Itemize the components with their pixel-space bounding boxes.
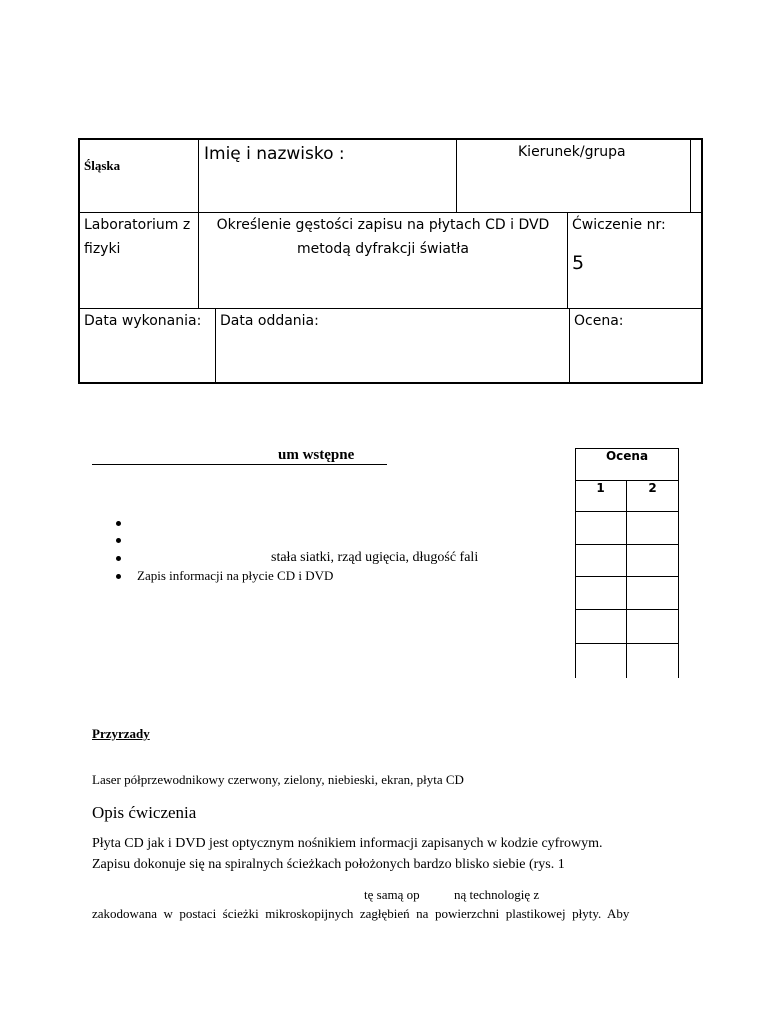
bullet-marker: [116, 521, 121, 526]
grade-col-2: 2: [648, 481, 657, 495]
form-col-divider: [215, 308, 216, 382]
form-col-divider: [198, 212, 199, 308]
bullet-marker: [116, 538, 121, 543]
grade-title: Ocena: [605, 449, 649, 463]
form-col-divider: [569, 308, 570, 382]
grade-label: Ocena:: [574, 313, 624, 329]
grade-border: [575, 544, 679, 545]
lab-label-line1: Laboratorium z: [84, 217, 191, 233]
bullet-marker: [116, 574, 121, 579]
grade-border: [626, 480, 627, 678]
intro-heading: um wstępne: [278, 447, 355, 463]
bullet-item: Zapis informacji na płycie CD i DVD: [137, 568, 334, 583]
exercise-label: Ćwiczenie nr:: [572, 217, 666, 233]
group-label: Kierunek/grupa: [518, 144, 626, 160]
bullet-marker: [116, 556, 121, 561]
grade-border: [575, 609, 679, 610]
description-fragment: ną technologię z: [454, 887, 540, 902]
bullet-item: stała siatki, rząd ugięcia, długość fali: [271, 550, 479, 565]
equipment-text: Laser półprzewodnikowy czerwony, zielony, niebieski, ekran, płyta CD: [92, 772, 464, 787]
description-line: Zapisu dokonuje się na spiralnych ścieżkach położonych bardzo blisko siebie (rys. 1: [92, 857, 565, 872]
equipment-heading: Przyrzady: [92, 726, 150, 741]
description-line: zakodowana w postaci ścieżki mikroskopijnych zagłębień na powierzchni plastikowej płyty. Aby: [92, 906, 630, 921]
grade-border: [575, 511, 679, 512]
intro-heading-underline: [92, 464, 387, 465]
date-submitted-label: Data oddania:: [220, 313, 319, 329]
grade-table: [575, 448, 679, 678]
description-fragment: tę samą op: [364, 887, 420, 902]
grade-border: [575, 576, 679, 577]
form-col-divider: [198, 140, 199, 212]
name-label: Imię i nazwisko :: [204, 144, 345, 164]
description-heading: Opis ćwiczenia: [92, 803, 197, 822]
university-name: Śląska: [84, 158, 121, 173]
date-done-label: Data wykonania:: [84, 313, 202, 329]
form-col-divider: [456, 140, 457, 212]
grade-col-1: 1: [596, 481, 605, 495]
topic-line1: Określenie gęstości zapisu na płytach CD i DVD: [216, 217, 550, 233]
form-col-divider: [567, 212, 568, 308]
grade-border: [575, 643, 679, 644]
form-col-divider: [690, 140, 691, 212]
exercise-number: 5: [572, 252, 585, 274]
topic-line2: metodą dyfrakcji światła: [297, 241, 469, 257]
lab-label-line2: fizyki: [84, 241, 121, 257]
description-line: Płyta CD jak i DVD jest optycznym nośnikiem informacji zapisanych w kodzie cyfrowym.: [92, 836, 603, 851]
header-form: [78, 138, 703, 384]
